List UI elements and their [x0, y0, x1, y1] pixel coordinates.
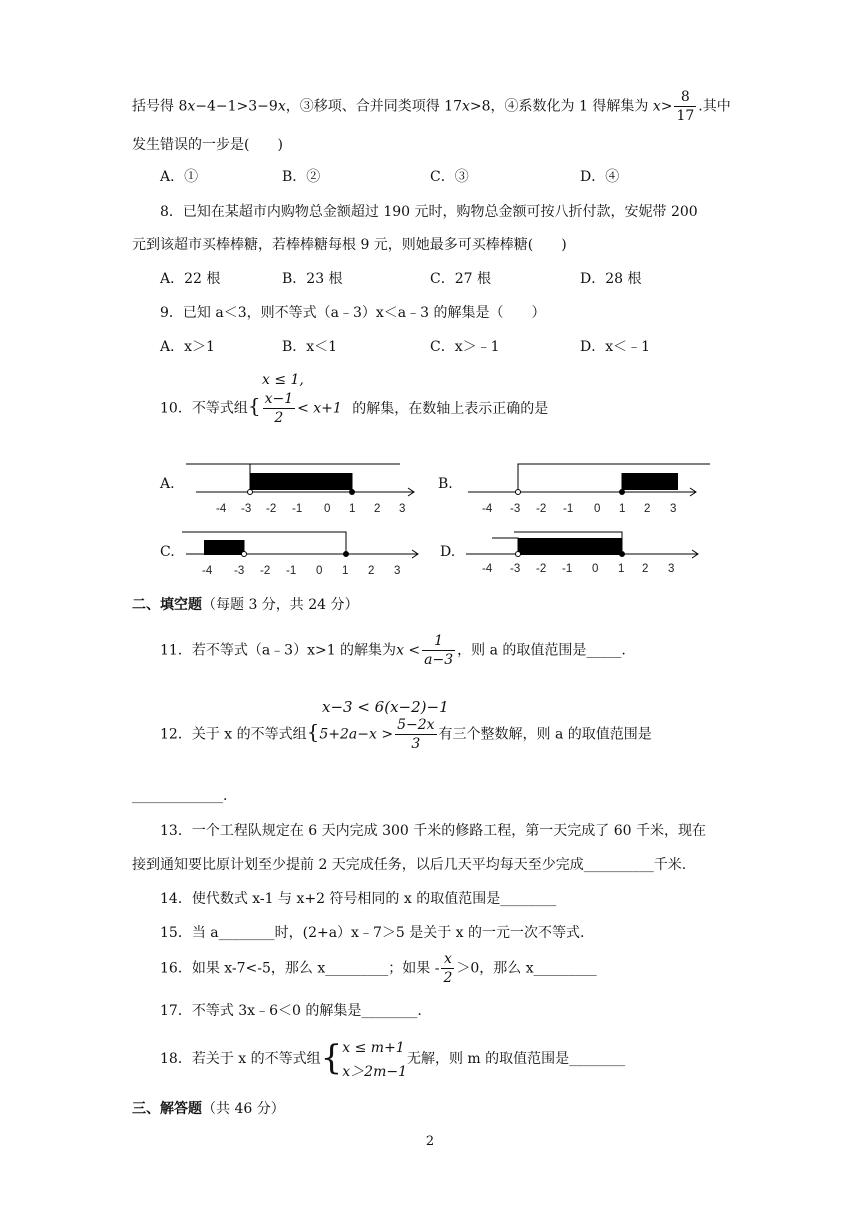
tick-a-1: -3 [241, 503, 252, 515]
tick-a-5: 1 [349, 503, 356, 515]
tick-b-4: 0 [594, 503, 601, 515]
q8-option-a[interactable]: A．22 根 [160, 271, 221, 287]
q11-line: 11．若不等式（a﹣3）x>1 的解集为x < $\frac{1}{a-3}$ ，则 a 的取值范围是_____. [160, 633, 626, 668]
tick-a-4: 0 [324, 503, 331, 515]
tick-d-6: 2 [642, 563, 649, 575]
q12-line: 12．关于 x 的不等式组{5+2a−x > $\frac{5-2x}{3}$ 有三个整数解，则 a 的取值范围是 [160, 717, 652, 752]
q7-option-b[interactable]: B．② [282, 169, 321, 185]
q7-line2: 发生错误的一步是( ) [132, 137, 283, 153]
tick-c-2: -2 [260, 565, 271, 577]
q10-line: 10．不等式组{ $\frac{x-1}{2}$ < x+1 的解集，在数轴上表示正确的是 [160, 391, 549, 426]
ticks-b [482, 503, 676, 515]
q8-option-b[interactable]: B．23 根 [282, 271, 343, 287]
q10-fraction: $\frac{x-1}{2}$ [264, 391, 294, 426]
q9-option-a[interactable]: A．x＞1 [160, 339, 215, 355]
q15-line: 15．当 a________时，(2+a）x﹣7＞5 是关于 x 的一元一次不等式. [160, 925, 585, 941]
q9-option-c[interactable]: C．x＞﹣1 [430, 339, 500, 355]
tick-a-7: 3 [399, 503, 406, 515]
section2-heading: 二、填空题（每题 3 分，共 24 分） [132, 597, 359, 613]
tick-d-4: 0 [592, 563, 599, 575]
tick-b-6: 2 [644, 503, 651, 515]
tick-b-7: 3 [670, 503, 677, 515]
q16-line: 16．如果 x-7<-5，那么 x_________；如果 - $\frac{x}{2}$ ＞0，那么 x_________ [160, 951, 597, 986]
q8-line2: 元到该超市买棒棒糖，若棒棒糖每根 9 元，则她最多可买棒棒糖( ) [132, 237, 567, 253]
tick-d-3: -1 [562, 563, 573, 575]
tick-d-0: -4 [482, 563, 493, 575]
tick-d-2: -2 [536, 563, 547, 575]
q10-label-d[interactable]: D. [440, 544, 456, 560]
tick-c-4: 0 [316, 565, 323, 577]
fraction-8-17: $\frac{8}{17}$ [676, 89, 695, 124]
q9-option-d[interactable]: D．x＜﹣1 [580, 339, 651, 355]
q12-blank[interactable]: _____________. [132, 788, 228, 804]
tick-c-7: 3 [394, 565, 401, 577]
q9-option-b[interactable]: B．x＜1 [282, 339, 338, 355]
q7-line1: 括号得 8x−4−1>3−9x，③移项、合并同类项得 17x>8，④系数化为 1 得解集为 x> $\frac{8}{17}$ .其中 [132, 89, 731, 124]
q18-line: 18．若关于 x 的不等式组{x ≤ m+1 x＞2m−1无解，则 m 的取值范围是________ [160, 1038, 626, 1080]
q17-line: 17．不等式 3x﹣6＜0 的解集是________. [160, 1003, 422, 1019]
tick-a-3: -1 [292, 503, 303, 515]
q8-line1: 8．已知在某超市内购物总金额超过 190 元时，购物总金额可按八折付款，安妮带 200 [160, 204, 698, 220]
tick-b-2: -2 [536, 503, 547, 515]
tick-c-5: 1 [342, 565, 349, 577]
q8-option-d[interactable]: D．28 根 [580, 271, 642, 287]
ticks-d [482, 563, 674, 575]
tick-b-3: -1 [563, 503, 574, 515]
tick-c-1: -3 [234, 565, 245, 577]
q12-system-top: x−3 < 6(x−2)−1 [322, 698, 449, 716]
number-line-c [182, 524, 422, 582]
q8-option-c[interactable]: C．27 根 [430, 271, 491, 287]
number-line-b [460, 458, 714, 520]
tick-c-6: 2 [368, 565, 375, 577]
q16-fraction: $\frac{x}{2}$ [443, 951, 453, 986]
q10-label-b[interactable]: B. [438, 476, 453, 492]
tick-d-7: 3 [668, 563, 675, 575]
tick-b-1: -3 [510, 503, 521, 515]
section3-heading: 三、解答题（共 46 分） [132, 1101, 285, 1117]
q10-system-top: x ≤ 1, [262, 372, 304, 388]
q7-option-d[interactable]: D．④ [580, 169, 620, 185]
q10-label-a[interactable]: A. [160, 476, 175, 492]
q14-line: 14．使代数式 x-1 与 x+2 符号相同的 x 的取值范围是________ [160, 891, 557, 907]
q9-line1: 9．已知 a＜3，则不等式（a﹣3）x＜a﹣3 的解集是（ ） [160, 305, 546, 321]
q7-option-a[interactable]: A．① [160, 169, 199, 185]
tick-c-3: -1 [286, 565, 297, 577]
number-line-d [462, 524, 716, 582]
tick-b-5: 1 [619, 503, 626, 515]
tick-d-5: 1 [618, 563, 625, 575]
tick-a-6: 2 [374, 503, 381, 515]
q13-line2: 接到通知要比原计划至少提前 2 天完成任务，以后几天平均每天至少完成__________千米. [132, 857, 687, 873]
tick-a-2: -2 [266, 503, 277, 515]
ticks-a [216, 503, 405, 515]
q13-line1: 13．一个工程队规定在 6 天内完成 300 千米的修路工程，第一天完成了 60 千米，现在 [160, 823, 706, 839]
q12-fraction: $\frac{5-2x}{3}$ [397, 717, 435, 752]
ticks-c [202, 565, 400, 577]
tick-d-1: -3 [510, 563, 521, 575]
tick-b-0: -4 [482, 503, 493, 515]
q10-label-c[interactable]: C. [160, 544, 175, 560]
tick-c-0: -4 [202, 565, 213, 577]
q11-fraction: $\frac{1}{a-3}$ [424, 633, 454, 668]
q7-option-c[interactable]: C．③ [430, 169, 469, 185]
tick-a-0: -4 [216, 503, 227, 515]
page-number: 2 [425, 1134, 435, 1149]
number-line-a [178, 458, 418, 520]
